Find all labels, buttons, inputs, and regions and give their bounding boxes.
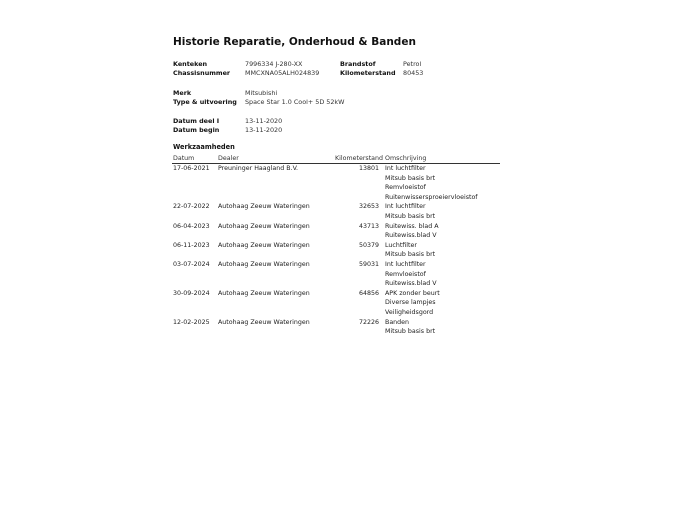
cell-omschrijving: Mitsub basis brt xyxy=(385,212,436,220)
datum-begin-label: Datum begin xyxy=(173,126,220,134)
cell-omschrijving: Diverse lampjes xyxy=(385,299,436,307)
cell-date: 06-11-2023 xyxy=(173,241,210,249)
cell-date: 30-09-2024 xyxy=(173,289,210,297)
cell-omschrijving: Ruitewiss. blad A xyxy=(385,222,439,230)
cell-kilometerstand: 32653 xyxy=(358,203,379,211)
cell-date: 17-06-2021 xyxy=(173,165,210,172)
table-row xyxy=(0,318,685,328)
kilometerstand-value: 80453 xyxy=(403,69,424,77)
table-row xyxy=(0,222,685,232)
cell-omschrijving: Int luchtfilter xyxy=(385,165,426,172)
cell-omschrijving: Ruitewiss.blad V xyxy=(385,280,437,288)
cell-omschrijving: Mitsub basis brt xyxy=(385,328,436,336)
cell-dealer: Autohaag Zeeuw Wateringen xyxy=(218,289,310,297)
chassis-label: Chassisnummer xyxy=(173,69,231,77)
cell-omschrijving: Ruitenwissersproeiervloeistof xyxy=(385,193,478,201)
cell-omschrijving: APK zonder beurt xyxy=(385,289,440,297)
type-label: Type & uitvoering xyxy=(173,98,237,106)
table-row xyxy=(0,308,685,318)
cell-dealer: Preuninger Haagland B.V. xyxy=(218,165,299,172)
table-row xyxy=(0,212,685,222)
cell-omschrijving: Int luchtfilter xyxy=(385,260,426,268)
cell-kilometerstand: 72226 xyxy=(358,318,379,326)
table-row xyxy=(0,270,685,280)
cell-omschrijving: Veiligheidsgord xyxy=(385,308,434,316)
cell-kilometerstand: 13801 xyxy=(358,165,379,172)
merk-label: Merk xyxy=(173,89,192,97)
cell-kilometerstand: 64856 xyxy=(358,289,379,297)
cell-omschrijving: Banden xyxy=(385,318,410,326)
table-row xyxy=(0,241,685,251)
cell-dealer: Autohaag Zeeuw Wateringen xyxy=(218,241,310,249)
table-row xyxy=(0,231,685,241)
cell-omschrijving: Remvloeistof xyxy=(385,270,426,278)
datum-begin-value: 13-11-2020 xyxy=(245,126,283,134)
table-row xyxy=(0,260,685,270)
cell-date: 06-04-2023 xyxy=(173,222,210,230)
table-row xyxy=(0,202,685,212)
table-row xyxy=(0,279,685,289)
cell-dealer: Autohaag Zeeuw Wateringen xyxy=(218,260,310,268)
cell-kilometerstand: 50379 xyxy=(358,241,379,249)
cell-kilometerstand: 43713 xyxy=(358,222,379,230)
table-row xyxy=(0,164,685,174)
werkzaamheden-table xyxy=(0,164,685,337)
table-row xyxy=(0,298,685,308)
cell-dealer: Autohaag Zeeuw Wateringen xyxy=(218,222,310,230)
kilometerstand-label: Kilometerstand xyxy=(340,69,396,77)
cell-date: 03-07-2024 xyxy=(173,260,210,268)
cell-omschrijving: Int luchtfilter xyxy=(385,203,426,211)
column-header-datum: Datum xyxy=(173,155,195,162)
column-header-omschrijving: Omschrijving xyxy=(385,155,427,162)
cell-omschrijving: Mitsub basis brt xyxy=(385,251,436,259)
page-title: Historie Reparatie, Onderhoud & Banden xyxy=(173,36,416,48)
cell-omschrijving: Ruitewiss.blad V xyxy=(385,232,437,240)
kenteken-label: Kenteken xyxy=(173,60,208,68)
kenteken-value: 7996334 J-280-XX xyxy=(245,60,303,68)
cell-omschrijving: Mitsub basis brt xyxy=(385,174,436,182)
merk-value: Mitsubishi xyxy=(245,89,278,97)
cell-dealer: Autohaag Zeeuw Wateringen xyxy=(218,318,310,326)
table-row xyxy=(0,250,685,260)
table-row xyxy=(0,183,685,193)
datum-deel-value: 13-11-2020 xyxy=(245,117,283,125)
cell-omschrijving: Remvloeistof xyxy=(385,184,426,192)
cell-dealer: Autohaag Zeeuw Wateringen xyxy=(218,203,310,211)
datum-deel-label: Datum deel I xyxy=(173,117,220,125)
table-row xyxy=(0,193,685,203)
table-row xyxy=(0,174,685,184)
type-value: Space Star 1.0 Cool+ 5D 52kW xyxy=(245,98,345,106)
cell-kilometerstand: 59031 xyxy=(358,260,379,268)
brandstof-value: Petrol xyxy=(403,60,422,68)
werkzaamheden-heading: Werkzaamheden xyxy=(173,143,235,151)
table-row xyxy=(0,327,685,337)
brandstof-label: Brandstof xyxy=(340,60,376,68)
table-row xyxy=(0,289,685,299)
cell-date: 12-02-2025 xyxy=(173,318,210,326)
column-header-kilometerstand: Kilometerstand xyxy=(335,155,384,162)
cell-date: 22-07-2022 xyxy=(173,203,210,211)
column-header-dealer: Dealer xyxy=(218,155,239,162)
cell-omschrijving: Luchtfilter xyxy=(385,241,417,249)
chassis-value: MMCXNA05ALH024839 xyxy=(245,69,320,77)
